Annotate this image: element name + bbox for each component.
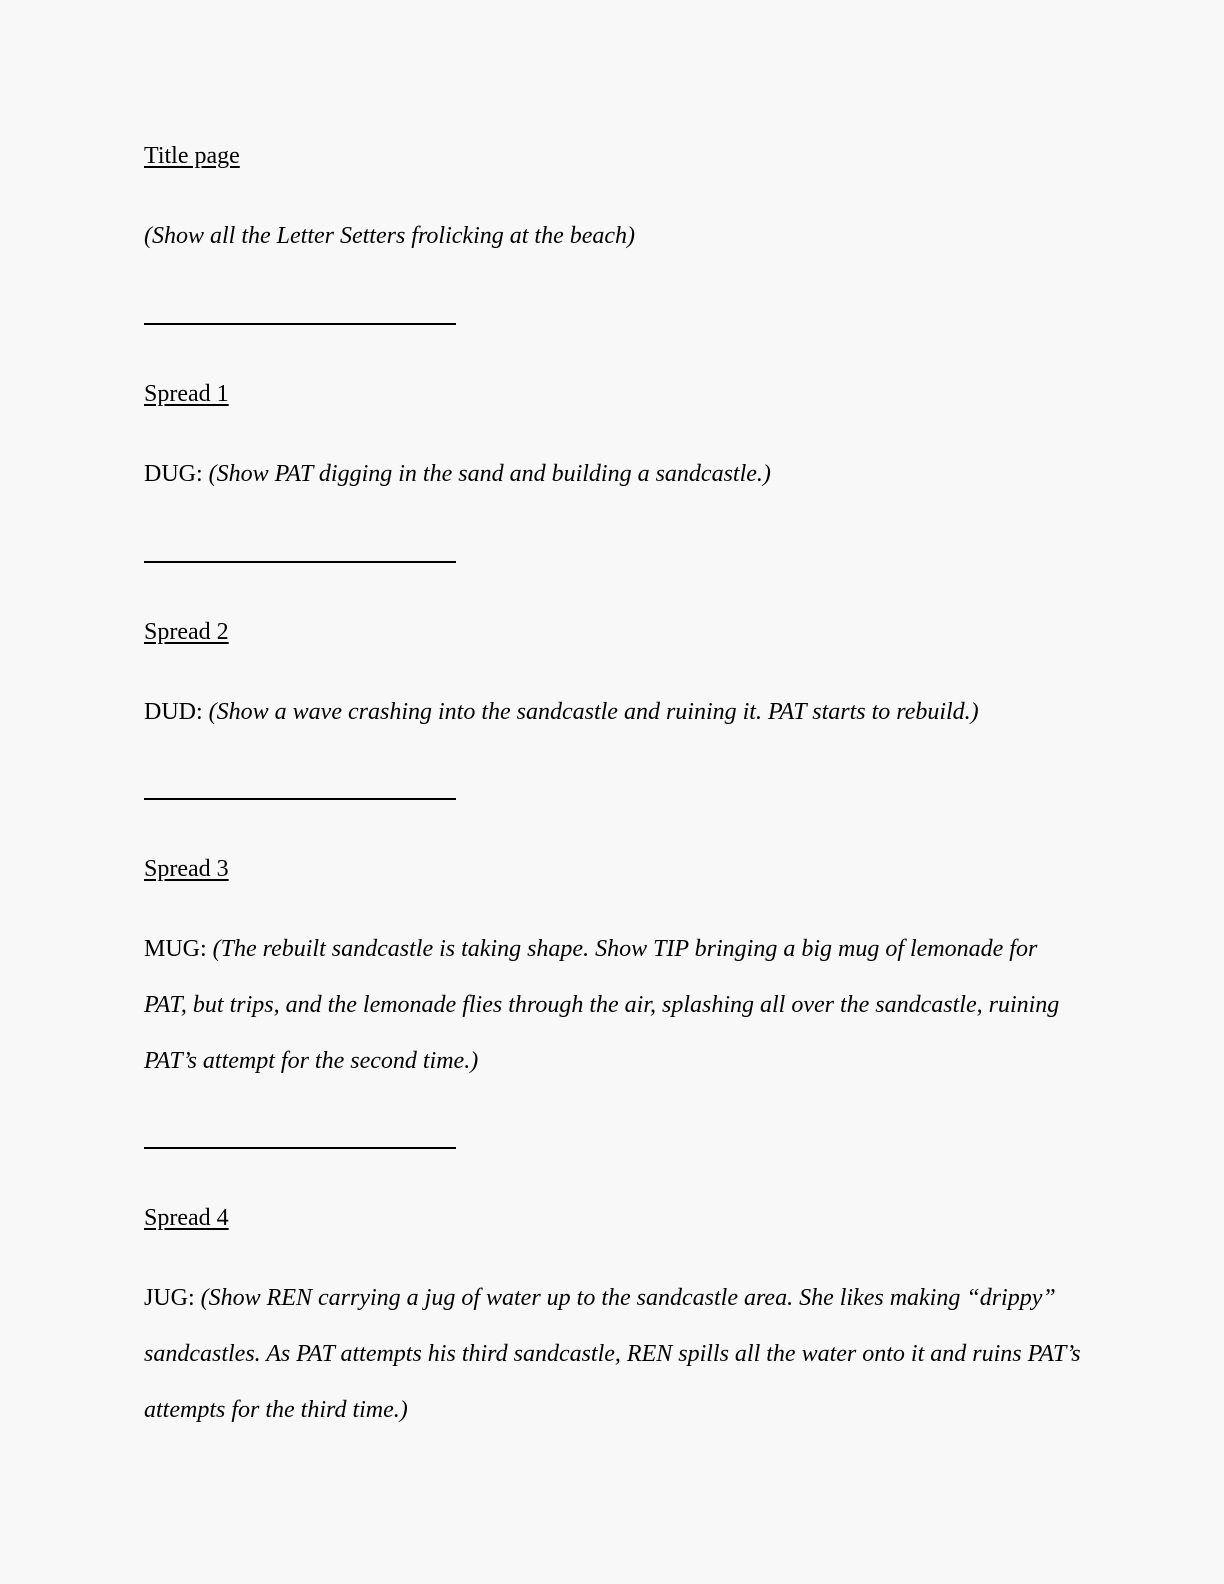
stage-direction: (Show a wave crashing into the sandcastle and ruining it. PAT starts to rebuild.) (208, 699, 979, 725)
stage-direction: (The rebuilt sandcastle is taking shape. Show TIP bringing a big mug of lemonade for PAT, but trips, and the lemonade flies through the air, splashing all over the sandcastle, ruining PAT’s attempt for the second time.) (144, 936, 1060, 1074)
spread-1-text (144, 446, 1084, 502)
spread-4-text (144, 1270, 1084, 1438)
spread-1-heading: Spread 1 (144, 381, 229, 407)
title-page-heading: Title page (144, 143, 240, 169)
title-page-direction (144, 208, 1084, 264)
spread-2-heading: Spread 2 (144, 619, 229, 645)
spread-2-text (144, 684, 1084, 740)
word-label: DUD: (144, 699, 203, 725)
spread-3-text (144, 921, 1084, 1089)
word-label: JUG: (144, 1285, 195, 1311)
stage-direction: (Show all the Letter Setters frolicking at the beach) (144, 223, 636, 249)
section-divider (144, 561, 456, 563)
stage-direction: (Show REN carrying a jug of water up to the sandcastle area. She likes making “drippy” sandcastles. As PAT attempts his third sandcastle, REN spills all the water onto it and ruins PAT’s attempts for the third time.) (144, 1285, 1081, 1423)
section-divider (144, 1147, 456, 1149)
spread-4-heading: Spread 4 (144, 1205, 229, 1231)
word-label: MUG: (144, 936, 207, 962)
word-label: DUG: (144, 461, 203, 487)
spread-3-heading: Spread 3 (144, 856, 229, 882)
stage-direction: (Show PAT digging in the sand and building a sandcastle.) (208, 461, 771, 487)
section-divider (144, 323, 456, 325)
section-divider (144, 798, 456, 800)
